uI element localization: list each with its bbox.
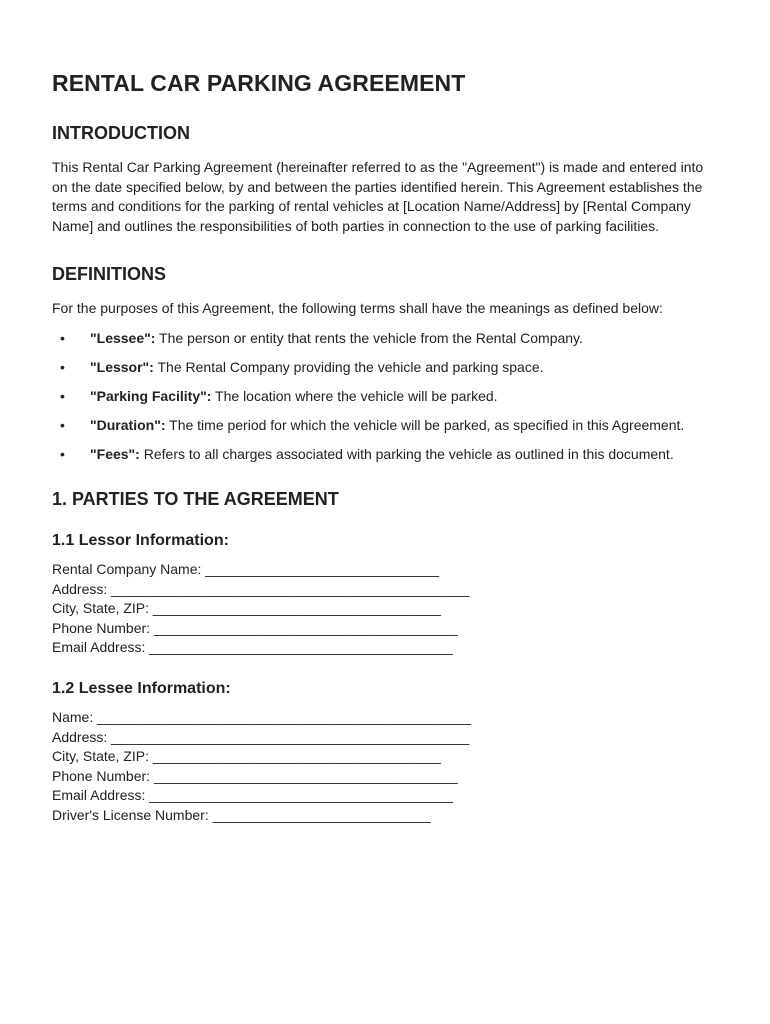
introduction-heading: INTRODUCTION [52, 123, 190, 143]
lessee-name-field[interactable]: Name: ________________________________________________ [52, 708, 471, 725]
lessee-city-state-zip-field[interactable]: City, State, ZIP: _____________________________________ [52, 748, 441, 765]
lessee-phone-field[interactable]: Phone Number: _______________________________________ [52, 767, 458, 784]
rental-company-name-field[interactable]: Rental Company Name: ______________________________ [52, 560, 439, 577]
list-item [52, 387, 718, 407]
definitions-list [52, 329, 718, 465]
definition-text: The Rental Company providing the vehicle and parking space. [153, 359, 544, 376]
document-title: RENTAL CAR PARKING AGREEMENT [52, 70, 466, 96]
definitions-intro: For the purposes of this Agreement, the following terms shall have the meanings as defined below: [52, 300, 663, 317]
bullet-icon: • [60, 359, 65, 376]
drivers-license-field[interactable]: Driver's License Number: ____________________________ [52, 806, 431, 823]
introduction-text: This Rental Car Parking Agreement (hereinafter referred to as the "Agreement") is made and entered into on the date specified below, by and between the parties identified herein. This Agreement establishes the terms and conditions for the parking of rental vehicles at [Location Name/Address] by [Rental Company Name] and outlines the responsibilities of both parties in connection to the use of parking facilities. [52, 159, 704, 234]
bullet-icon: • [60, 388, 65, 405]
list-item [52, 416, 718, 436]
definition-text: The time period for which the vehicle will be parked, as specified in this Agreement. [165, 417, 685, 434]
lessee-heading: 1.2 Lessee Information: [52, 679, 231, 697]
lessor-address-field[interactable]: Address: ______________________________________________ [52, 580, 470, 597]
definition-text: Refers to all charges associated with parking the vehicle as outlined in this document. [139, 446, 674, 463]
definitions-section [52, 264, 718, 465]
list-item [52, 445, 718, 465]
parties-section [52, 489, 718, 826]
lessor-information [52, 532, 718, 658]
parties-heading: 1. PARTIES TO THE AGREEMENT [52, 488, 339, 509]
bullet-icon: • [60, 417, 65, 434]
introduction-section [52, 123, 718, 236]
list-item [52, 358, 718, 378]
definition-text: The location where the vehicle will be parked. [211, 388, 498, 405]
lessor-phone-field[interactable]: Phone Number: _______________________________________ [52, 619, 458, 636]
definition-text: The person or entity that rents the vehicle from the Rental Company. [155, 329, 583, 346]
definition-term: "Parking Facility": [90, 388, 212, 405]
definitions-heading: DEFINITIONS [52, 264, 167, 285]
definition-term: "Lessee": [90, 329, 156, 346]
lessor-email-field[interactable]: Email Address: _______________________________________ [52, 639, 453, 656]
list-item [52, 329, 718, 349]
definition-term: "Lessor": [90, 359, 154, 376]
definition-term: "Fees": [90, 446, 140, 463]
bullet-icon: • [60, 446, 65, 463]
definition-term: "Duration": [90, 417, 166, 434]
bullet-icon: • [60, 329, 65, 346]
lessee-information [52, 680, 718, 826]
lessor-city-state-zip-field[interactable]: City, State, ZIP: _____________________________________ [52, 600, 441, 617]
lessor-heading: 1.1 Lessor Information: [52, 531, 229, 549]
lessee-email-field[interactable]: Email Address: _______________________________________ [52, 787, 453, 804]
lessee-address-field[interactable]: Address: ______________________________________________ [52, 728, 470, 745]
